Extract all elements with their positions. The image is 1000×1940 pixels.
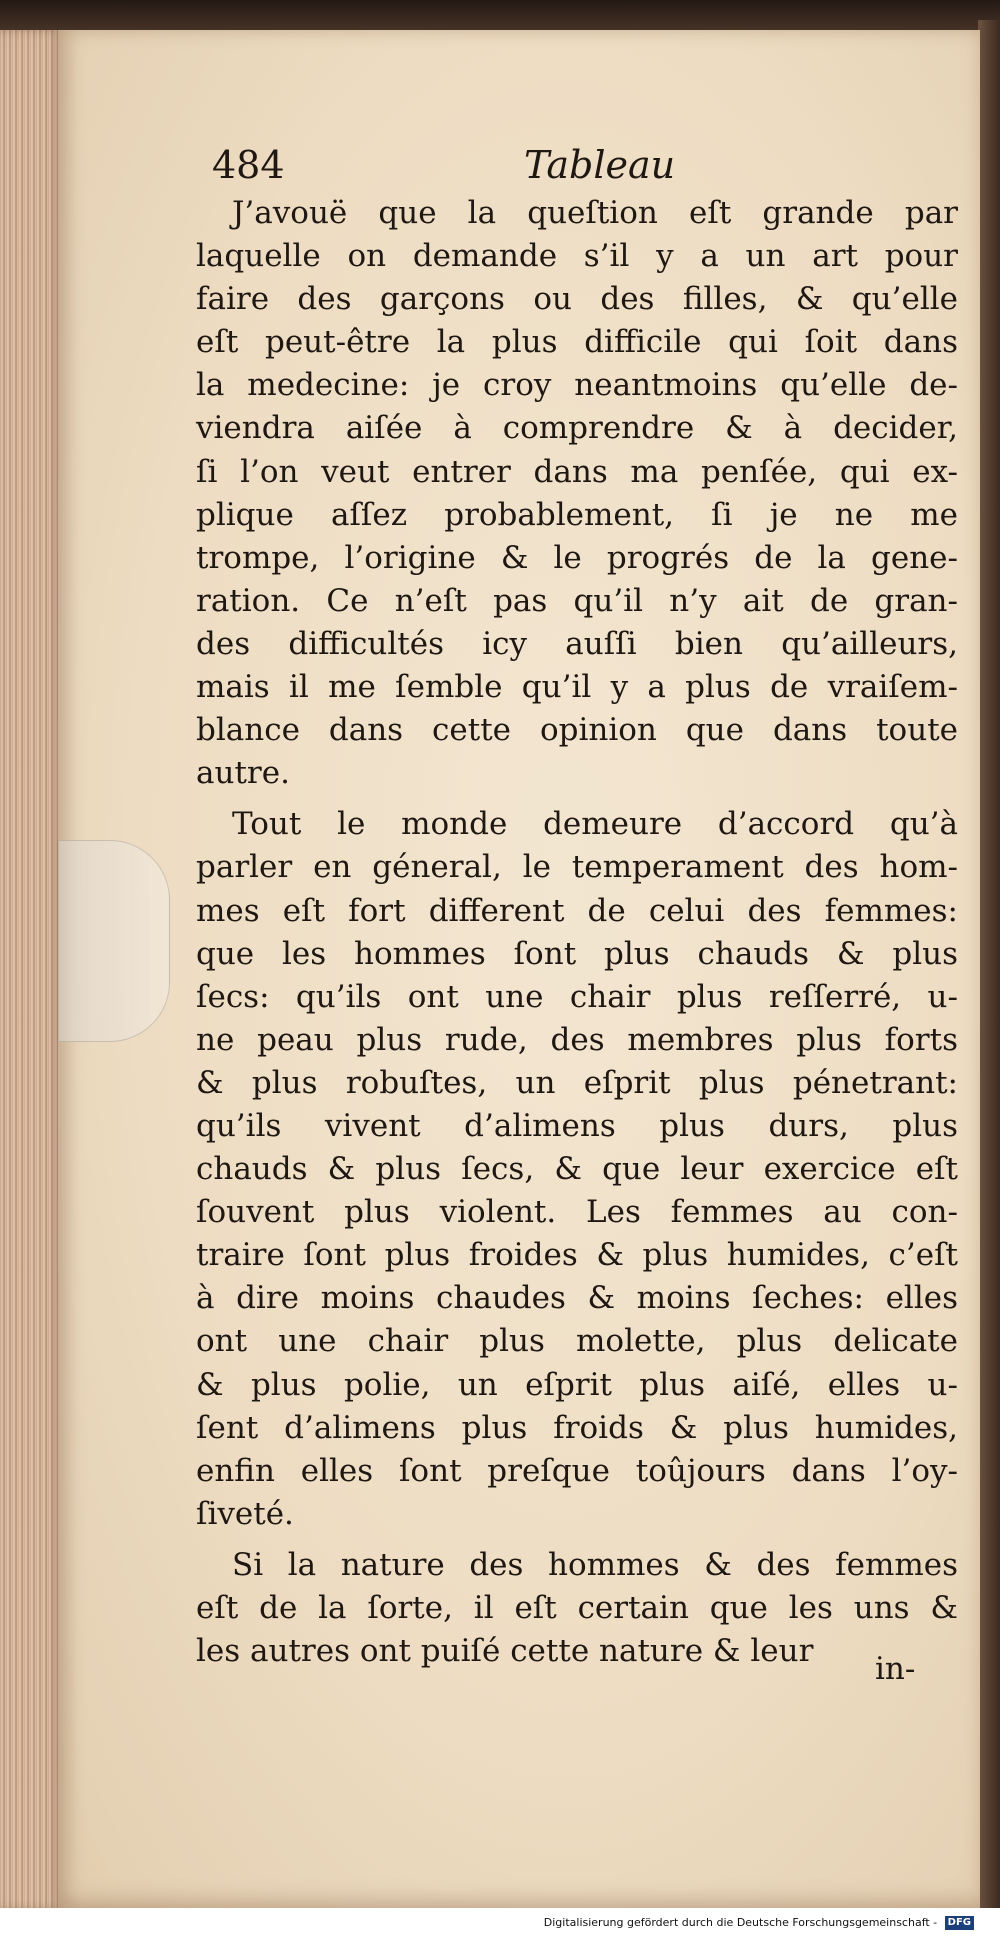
text-line: Tout le monde demeure d’accord qu’à bbox=[232, 806, 958, 843]
text-line: à dire moins chaudes & moins ſeches: elles bbox=[196, 1280, 958, 1317]
text-line: ration. Ce n’eſt pas qu’il n’y ait de gran- bbox=[196, 582, 958, 619]
paragraph bbox=[196, 1544, 958, 1673]
paragraph bbox=[196, 192, 958, 795]
paragraph-gap bbox=[196, 795, 958, 803]
text-line: ont une chair plus molette, plus delicate bbox=[196, 1323, 958, 1360]
text-line: trompe, l’origine & le progrés de la gene- bbox=[196, 539, 958, 576]
text-line: eſt peut-être la plus difficile qui ſoit dans bbox=[196, 324, 958, 361]
text-line: parler en géneral, le temperament des hom- bbox=[196, 849, 958, 886]
text-line: traire ſont plus froides & plus humides, c’eſt bbox=[196, 1237, 958, 1274]
book-cover-top bbox=[0, 0, 1000, 34]
text-line: eſt de la ſorte, il eſt certain que les uns & bbox=[196, 1590, 958, 1626]
text-line: les autres ont puiſé cette nature & leur bbox=[196, 1633, 814, 1670]
text-line: blance dans cette opinion que dans toute bbox=[196, 712, 958, 749]
running-head bbox=[212, 143, 812, 193]
catchword: in- bbox=[875, 1651, 916, 1687]
text-line: chauds & plus ſecs, & que leur exercice eſt bbox=[196, 1151, 958, 1188]
text-line: des difficultés icy auſſi bien qu’ailleurs, bbox=[196, 625, 958, 662]
page-clip bbox=[58, 840, 170, 1042]
text-line: mais il me ſemble qu’il y a plus de vraiſem- bbox=[196, 669, 958, 706]
text-line: ſent d’alimens plus froids & plus humides, bbox=[196, 1409, 958, 1446]
text-line: faire des garçons ou des filles, & qu’elle bbox=[196, 281, 958, 318]
text-line: autre. bbox=[196, 755, 290, 792]
text-line: mes eſt fort different de celui des femmes: bbox=[196, 892, 958, 929]
text-line: plique aſſez probablement, ſi je ne me bbox=[196, 496, 958, 533]
text-line: J’avouë que la queſtion eſt grande par bbox=[232, 195, 958, 231]
paragraph bbox=[196, 803, 958, 1536]
text-line: que les hommes ſont plus chauds & plus bbox=[196, 935, 958, 972]
footer-credit bbox=[544, 1916, 974, 1930]
text-line: Si la nature des hommes & des femmes bbox=[232, 1546, 958, 1583]
text-line: qu’ils vivent d’alimens plus durs, plus bbox=[196, 1107, 958, 1144]
dfg-logo: DFG bbox=[945, 1916, 974, 1930]
book-cover-right-edge bbox=[978, 20, 1000, 1910]
text-line: ſiveté. bbox=[196, 1495, 294, 1532]
text-line: ſouvent plus violent. Les femmes au con- bbox=[196, 1194, 958, 1231]
text-line: la medecine: je croy neantmoins qu’elle de- bbox=[196, 367, 958, 404]
paragraph-gap bbox=[196, 1536, 958, 1544]
text-line: ne peau plus rude, des membres plus forts bbox=[196, 1021, 958, 1058]
text-line: ſi l’on veut entrer dans ma penſée, qui ex- bbox=[196, 453, 958, 490]
text-line: viendra aiſée à comprendre & à decider, bbox=[196, 410, 958, 447]
page-stack-edges bbox=[0, 30, 62, 1910]
page-number: 484 bbox=[212, 143, 285, 187]
running-title: Tableau bbox=[524, 143, 676, 187]
text-line: ſecs: qu’ils ont une chair plus reſſerré, u- bbox=[196, 978, 958, 1015]
text-line: & plus polie, un eſprit plus aiſé, elles u- bbox=[196, 1366, 958, 1403]
text-line: laquelle on demande s’il y a un art pour bbox=[196, 238, 958, 275]
text-line: & plus robuſtes, un eſprit plus pénetrant: bbox=[196, 1064, 958, 1101]
funding-credit-text: Digitalisierung gefördert durch die Deutsche Forschungsgemeinschaft - bbox=[543, 1916, 938, 1929]
body-text bbox=[196, 192, 958, 1673]
text-line: enfin elles ſont preſque toûjours dans l’oy- bbox=[196, 1452, 958, 1489]
